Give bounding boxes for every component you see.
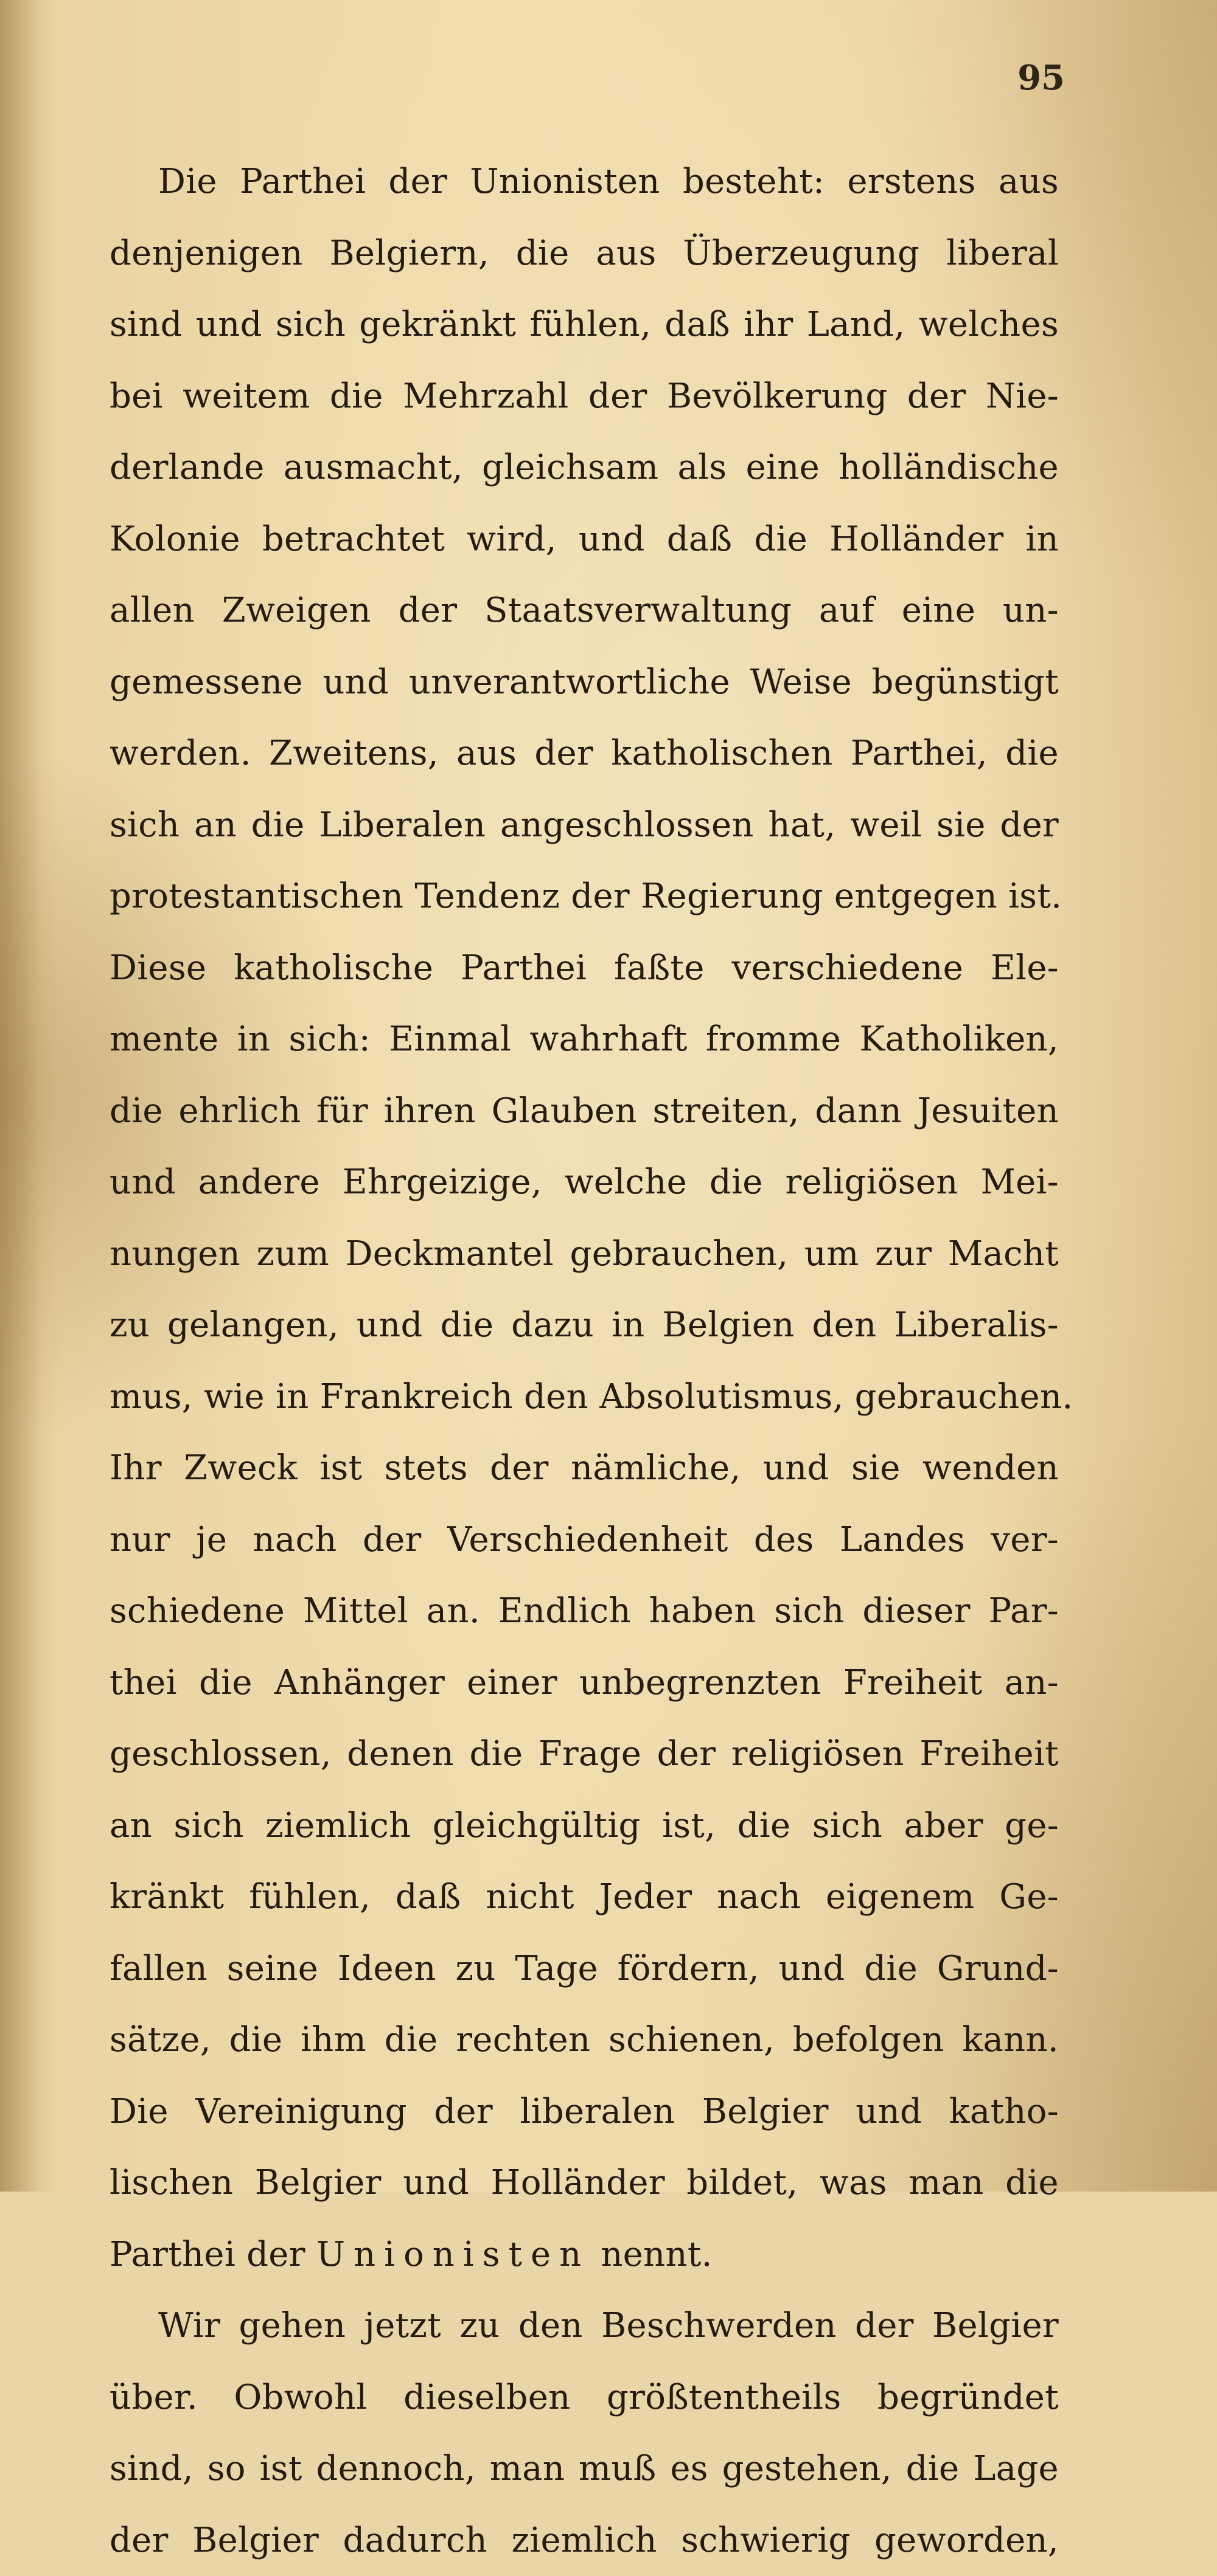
text-line: sind, so ist dennoch, man muß es gestehen, die Lage: [110, 2433, 1059, 2505]
text-line: bei weitem die Mehrzahl der Bevölkerung der Nie-: [110, 361, 1059, 432]
text-line: Kolonie betrachtet wird, und daß die Holländer in: [110, 504, 1059, 575]
text-segment: nennt.: [590, 2235, 713, 2274]
text-line: an sich ziemlich gleichgültig ist, die sich aber ge-: [110, 1790, 1059, 1862]
text-line: allen Zweigen der Staatsverwaltung auf eine un-: [110, 575, 1059, 647]
text-line: nur je nach der Verschiedenheit des Landes ver-: [110, 1504, 1059, 1576]
text-line: denjenigen Belgiern, die aus Überzeugung liberal: [110, 218, 1059, 290]
page-number: 95: [1017, 58, 1065, 98]
text-line: Die Parthei der Unionisten besteht: erstens aus: [110, 146, 1059, 218]
text-line: sätze, die ihm die rechten schienen, befolgen kann.: [110, 2004, 1059, 2076]
text-line: derlande ausmacht, gleichsam als eine holländische: [110, 432, 1059, 504]
text-line-final: [110, 2219, 1059, 2291]
text-segment: Parthei der: [110, 2235, 316, 2274]
text-line: fallen seine Ideen zu Tage fördern, und die Grund-: [110, 1933, 1059, 2005]
text-line: Ihr Zweck ist stets der nämliche, und sie wenden: [110, 1432, 1059, 1504]
text-line: nungen zum Deckmantel gebrauchen, um zur Macht: [110, 1218, 1059, 1290]
gutter-shadow: [0, 0, 43, 2192]
text-line: mente in sich: Einmal wahrhaft fromme Katholiken,: [110, 1004, 1059, 1075]
text-line: sind und sich gekränkt fühlen, daß ihr Land, welches: [110, 289, 1059, 361]
body-text: [110, 146, 1059, 2576]
text-line: der Belgier dadurch ziemlich schwierig geworden,: [110, 2505, 1059, 2576]
text-line: schiedene Mittel an. Endlich haben sich dieser Par-: [110, 1575, 1059, 1647]
text-line: Die Vereinigung der liberalen Belgier und katho-: [110, 2076, 1059, 2148]
text-line: kränkt fühlen, daß nicht Jeder nach eigenem Ge-: [110, 1861, 1059, 1933]
text-line: zu gelangen, und die dazu in Belgien den Liberalis-: [110, 1290, 1059, 1361]
text-line: werden. Zweitens, aus der katholischen Parthei, die: [110, 718, 1059, 790]
text-line: geschlossen, denen die Frage der religiösen Freiheit: [110, 1718, 1059, 1790]
text-line: Wir gehen jetzt zu den Beschwerden der Belgier: [110, 2290, 1059, 2362]
emphasized-term: Unionisten: [316, 2235, 590, 2274]
text-line: die ehrlich für ihren Glauben streiten, dann Jesuiten: [110, 1075, 1059, 1147]
text-line: sich an die Liberalen angeschlossen hat, weil sie der: [110, 790, 1059, 861]
text-line: lischen Belgier und Holländer bildet, was man die: [110, 2147, 1059, 2219]
text-line: über. Obwohl dieselben größtentheils begründet: [110, 2362, 1059, 2434]
text-line: thei die Anhänger einer unbegrenzten Freiheit an-: [110, 1647, 1059, 1719]
text-line: und andere Ehrgeizige, welche die religiösen Mei-: [110, 1147, 1059, 1218]
text-line: Diese katholische Parthei faßte verschiedene Ele-: [110, 932, 1059, 1004]
text-line: protestantischen Tendenz der Regierung entgegen ist.: [110, 861, 1059, 932]
text-line: gemessene und unverantwortliche Weise begünstigt: [110, 647, 1059, 718]
text-line: mus, wie in Frankreich den Absolutismus, gebrauchen.: [110, 1361, 1059, 1433]
